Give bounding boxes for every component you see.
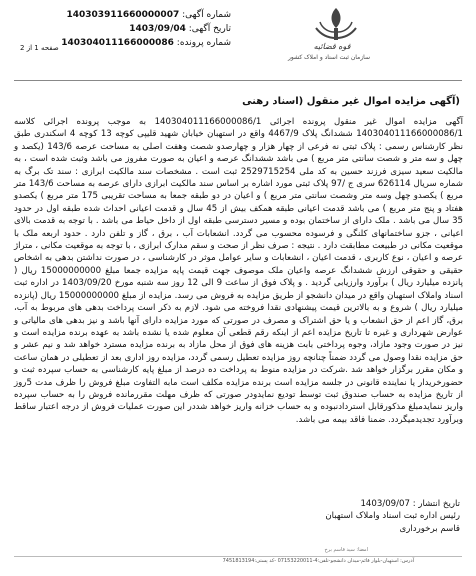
notice-meta bbox=[56, 8, 231, 50]
notice-number-label: شماره آگهی: bbox=[182, 10, 231, 20]
notice-date: 1403/09/04 bbox=[129, 24, 186, 34]
notice-body: آگهی مزایده اموال غیر منقول پرونده اجرائی 140304011166000086/1 به موجب پرونده اجرائی کلاسه 140304011166000086/1 ششدانگ پلاک 4467/9 واقع در استهبان خیابان شهید قلیپی کوچه 13 کوچه 4 اسکندری طبق نظر کارشناس رسمی : پلاک ثبتی نه فرعی از چهار هزار و چهارصدو شصت وهفت اصلی به مساحت عرصه 143/6 (یکصد و چهل و سه متر و شصت سانتی متر مربع ) می باشد ششدانگ عرصه و اعیان به صورت مفروز می باشد وثبت شده است ، به مالکیت سعید سیزی فرزند حسین به کد ملی 2529715254 ثبت است . مشخصات سند مالکیت ابرازی : سند تک برگ به شماره سریال 626114 سری ج /97 پلاک ثبتی مورد اشاره بر اساس سند مالکیت ابرازی دارای عرصه به مساحت 143/6 متر مربع ) یکصدو چهل وسه متر وشصت سانتی متر مربع ) و اعیان در دو طبقه جمعا به مساحت تقریبی 175 متر مربع ) یکصدو هفتاد و پنج متر مربع ) می باشد قدمت اعیانی طبقه همکف بیش از 45 سال و قدمت اعیانی احداث شده طبقه اول در حدود 35 سال می باشد . ملک دارای از ساختمان بوده و مسیر دسترسی طبقه اول از داخل حیاط می باشد . با توجه به قدمت بالای اعیانی ، جزو ساختمانهای کلنگی و فرسوده محسوب می گردد. انشعابات آب ، برق ، گاز و تلفن دارد . حدود اربعه ملک با موقعیت مکانی در طبیعت مطابقت دارد . نتیجه : صرف نظر از صحت و سقم مدارک ابرازی ، با توجه به موقعیت مکانی ، متراژ عرصه و اعیان ، نوع کاربری ، قدمت اعیان ، انشعابات و سایر عوامل موثر در کارشناسی ، در صورت نداشتن بدهی به اشخاص حقیقی و حقوقی ارزش ششدانگ عرصه واعیان ملک موصوف جهت قیمت پایه مزایده جمعا مبلغ 15000000000 ریال ( پانزده میلیارد ریال ) برآورد وارزیابی گردید . و پلاک فوق از ساعت 9 الی 12 روز سه شنبه مورخ 1403/09/20 در اداره ثبت اسناد واملاک استهبان واقع در میدان دانشجو از طریق مزایده به فروش می رسد. مزایده از مبلغ 15000000000 ریال (پانزده میلیارد ریال ) شروع و به بالاترین قیمت پیشنهادی نقدا فروخته می شود. لازم به ذکر است پرداخت بدهی های مربوط به آب، برق، گاز اعم از حق انشعاب و یا حق اشتراک و مصرف در صورتی که مورد مزایده دارای آنها باشد و نیز بدهی های مالیاتی و عوارض شهرداری و غیره تا تاریخ مزایده اعم از اینکه رقم قطعی آن معلوم شده یا نشده باشد به عهده برنده مزایده است و نیز در صورت وجود مازاد، وجوه پرداختی بابت هزینه های فوق از محل مازاد به برنده مزایده مسترد خواهد شد و نیم عشر و حق مزایده نقدا وصول می گردد ضمناً چنانچه روز مزایده تعطیل رسمی گردد، مزایده روز اداری بعد از تعطیلی در همان ساعت و مکان مقرر برگزار خواهد شد .شرکت در مزایده منوط به پرداخت ده درصد از مبلغ پایه کارشناسی به حساب سپرده ثبت و حضورخریدار یا نماینده قانونی در جلسه مزایده است برنده مزایده مکلف است مابه التفاوت مبلغ فروش را ظرف مدت 5روز از تاریخ مزایده به حساب صندوق ثبت توسط تودیع نمایدودر صورتی که ظرف مهلت مقررمانده فروش را به حساب سپرده واریز ننمایدمبلغ مذکورقابل استردادنبوده و به حساب خزانه واریز خواهد شددر این صورت عملیات فروش از درجه اعتبار ساقط وبرآورد تجدیدمیگردد. ضمنا فاقد بیمه می باشد. bbox=[14, 117, 464, 425]
signatory-name: قاسم برخورداری bbox=[399, 523, 460, 534]
footer-stamp: امضا: سید قاسم برخ bbox=[324, 547, 368, 553]
org-title: قوه قضائیه bbox=[313, 42, 351, 51]
notice-date-row bbox=[56, 22, 231, 36]
publish-date: تاریخ انتشار : 1403/09/07 bbox=[360, 499, 460, 509]
notice-number-row bbox=[56, 8, 231, 22]
header bbox=[0, 0, 476, 70]
notice-date-label: تاریخ آگهی: bbox=[188, 24, 231, 34]
page-indicator: صفحه 1 از 2 bbox=[20, 44, 59, 52]
office-head-title: رئیس اداره ثبت اسناد واملاک استهبان bbox=[325, 511, 460, 522]
footer-address: آدرس: استهبان-بلوار قائم-میدان دانشجو-تلفن:4-07153220011 -کد پستی:7451813194 bbox=[222, 558, 414, 564]
footer-divider bbox=[14, 556, 462, 557]
signature-block bbox=[325, 498, 460, 535]
case-number-row bbox=[56, 36, 231, 50]
header-divider bbox=[14, 80, 462, 81]
org-name: سازمان ثبت اسناد و املاک کشور bbox=[287, 54, 371, 61]
judiciary-emblem-icon bbox=[308, 4, 364, 44]
case-number-label: شماره پرونده: bbox=[176, 38, 231, 48]
notice-title: (آگهی مزایده اموال غیر منقول (اسناد رهنی bbox=[242, 96, 460, 107]
case-number: 140304011166000086 bbox=[61, 38, 174, 48]
notice-number: 140303911660000007 bbox=[66, 10, 180, 20]
